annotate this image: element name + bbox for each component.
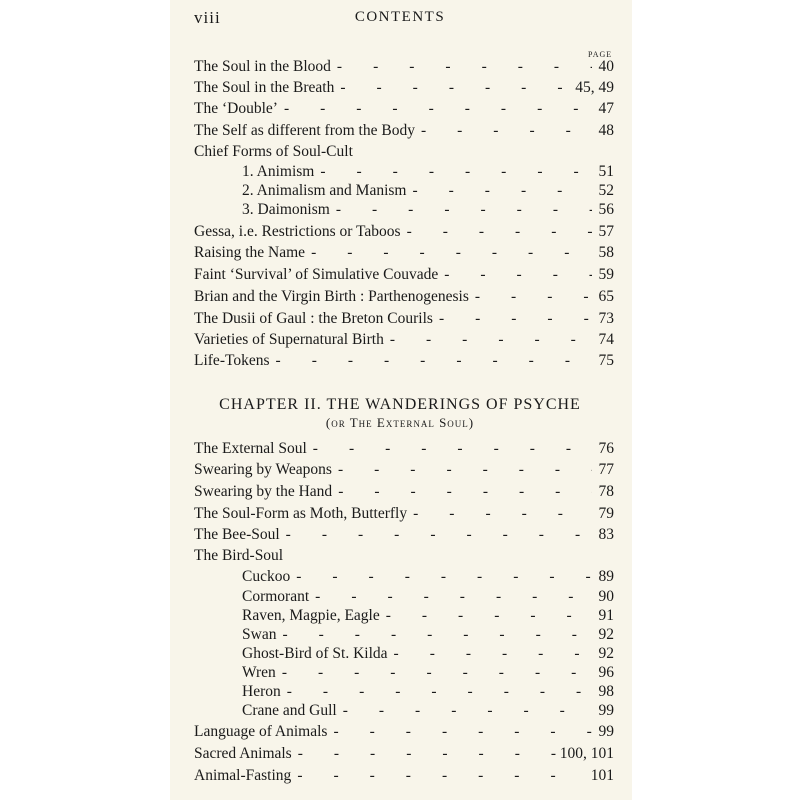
chapter-heading: CHAPTER II. THE WANDERINGS OF PSYCHE <box>219 396 581 413</box>
toc-entry: The Bee-Soul - 83 <box>194 526 614 546</box>
toc-entry: Gessa, i.e. Restrictions or Taboos - 57 <box>194 223 614 243</box>
toc-entry: Faint ‘Survival’ of Simulative Couvade - 59 <box>194 266 614 286</box>
toc-entry: Ghost-Bird of St. Kilda - 92 <box>242 645 614 665</box>
page-column-label: PAGE <box>588 50 613 59</box>
toc-entry: The Self as different from the Body - 48 <box>194 122 614 142</box>
chapter-subtitle: (or The External Soul) <box>325 415 475 430</box>
toc-entry: 3. Daimonism - 56 <box>242 201 614 221</box>
toc-entry: The Soul-Form as Moth, Butterfly - 79 <box>194 505 614 525</box>
toc-entry: Animal-Fasting - 101 <box>194 767 614 787</box>
toc-entry: 1. Animism - 51 <box>242 163 614 183</box>
page-number: viii <box>194 8 221 27</box>
toc-entry: 2. Animalism and Manism - 52 <box>242 182 614 202</box>
toc-entry: Brian and the Virgin Birth : Parthenogenesis - 65 <box>194 288 614 308</box>
toc-entry: Chief Forms of Soul-Cult <box>194 143 353 160</box>
toc-entry: The Dusii of Gaul : the Breton Courils - 73 <box>194 310 614 330</box>
toc-entry: The Soul in the Breath - 45, 49 <box>194 79 614 99</box>
toc-entry: Swan - 92 <box>242 626 614 646</box>
page-title: CONTENTS <box>354 9 446 25</box>
toc-entry: Raising the Name - 58 <box>194 244 614 264</box>
toc-entry: Heron - 98 <box>242 683 614 703</box>
toc-entry: Crane and Gull - 99 <box>242 702 614 722</box>
toc-entry: Life-Tokens - 75 <box>194 352 614 372</box>
toc-entry: Sacred Animals - 100, 101 <box>194 745 614 765</box>
toc-entry: Cuckoo - 89 <box>242 568 614 588</box>
toc-entry: Cormorant - 90 <box>242 588 614 608</box>
toc-entry: Swearing by Weapons - 77 <box>194 461 614 481</box>
toc-entry: The Soul in the Blood - 40 <box>194 58 614 78</box>
toc-entry: The ‘Double’ - 47 <box>194 100 614 120</box>
toc-entry: Wren - 96 <box>242 664 614 684</box>
toc-entry: The External Soul - 76 <box>194 440 614 460</box>
toc-entry: Raven, Magpie, Eagle - 91 <box>242 607 614 627</box>
toc-entry: The Bird-Soul <box>194 547 284 564</box>
toc-entry: Swearing by the Hand - 78 <box>194 483 614 503</box>
toc-entry: Varieties of Supernatural Birth - 74 <box>194 331 614 351</box>
toc-entry: Language of Animals - 99 <box>194 723 614 743</box>
